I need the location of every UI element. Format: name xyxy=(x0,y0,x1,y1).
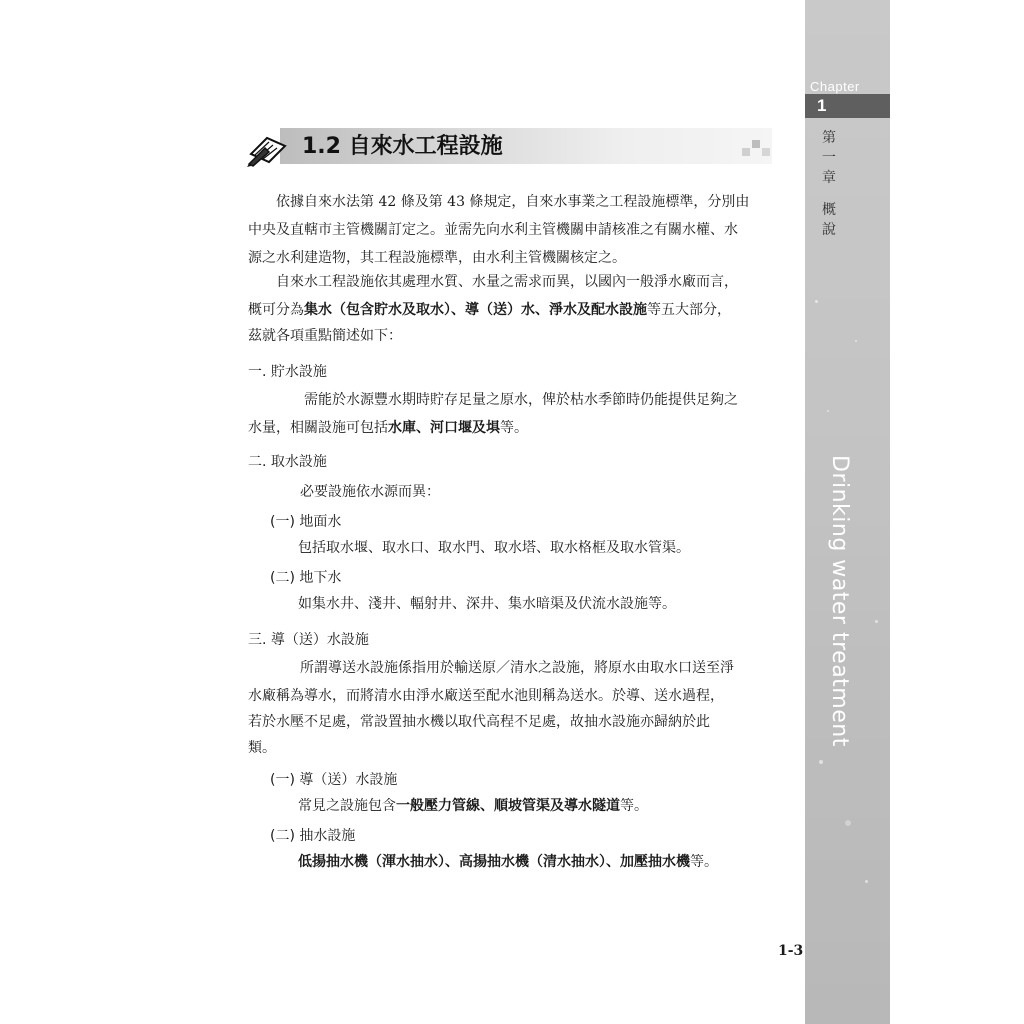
text-run: 等。 xyxy=(500,420,528,436)
sparkle-decoration xyxy=(875,620,878,623)
body-line: 類。 xyxy=(248,740,276,756)
sparkle-decoration xyxy=(815,300,818,303)
body-line: 若於水壓不足處，常設置抽水機以取代高程不足處，故抽水設施亦歸納於此 xyxy=(248,714,710,730)
bold-text-run: 水庫、河口堰及埧 xyxy=(388,420,500,436)
text-run: 等。 xyxy=(620,798,648,814)
body-line: 包括取水堰、取水口、取水門、取水塔、取水格框及取水管渠。 xyxy=(298,540,690,556)
subsection-heading: 二. 取水設施 xyxy=(248,454,327,470)
item-heading: (二) 地下水 xyxy=(270,570,342,586)
chapter-number-box xyxy=(805,94,890,118)
intro-line xyxy=(248,296,778,324)
body-line xyxy=(248,414,778,442)
body-line: 如集水井、淺井、輻射井、深井、集水暗渠及伏流水設施等。 xyxy=(298,596,676,612)
chapter-title-char: 說 xyxy=(822,222,836,238)
intro-line: 自來水工程設施依其處理水質、水量之需求而異，以國內一般淨水廠而言， xyxy=(276,274,738,290)
body-line: 必要設施依水源而異： xyxy=(300,484,440,500)
intro-line: 依據自來水法第 42 條及第 43 條規定，自來水事業之工程設施標準，分別由 xyxy=(276,194,750,210)
text-run: 等五大部分， xyxy=(647,302,731,318)
item-heading: (一) 導（送）水設施 xyxy=(270,772,398,788)
book-title-vertical: Drinking water treatment xyxy=(827,455,852,747)
subsection-heading: 一. 貯水設施 xyxy=(248,364,327,380)
item-heading: (二) 抽水設施 xyxy=(270,828,356,844)
body-line: 所謂導送水設施係指用於輸送原／清水之設施，將原水由取水口送至淨 xyxy=(300,660,734,676)
chapter-title-char: 一 xyxy=(822,150,836,166)
body-line xyxy=(298,848,828,876)
body-line: 水廠稱為導水，而將清水由淨水廠送至配水池則稱為送水。於導、送水過程， xyxy=(248,688,724,704)
intro-line: 茲就各項重點簡述如下： xyxy=(248,328,402,344)
intro-line: 源之水利建造物，其工程設施標準，由水利主管機關核定之。 xyxy=(248,250,626,266)
sparkle-decoration xyxy=(827,410,829,412)
text-run: 常見之設施包含 xyxy=(298,798,396,814)
bold-text-run: 低揚抽水機（渾水抽水）、高揚抽水機（清水抽水）、加壓抽水機 xyxy=(298,854,690,870)
text-run: 水量，相關設施可包括 xyxy=(248,420,388,436)
sparkle-decoration xyxy=(855,340,857,342)
chapter-title-char: 概 xyxy=(822,202,836,218)
intro-line: 中央及直轄市主管機關訂定之。並需先向水利主管機關申請核准之有關水權、水 xyxy=(248,222,738,238)
chapter-title xyxy=(819,128,839,240)
body-line: 需能於水源豐水期時貯存足量之原水，俾於枯水季節時仍能提供足夠之 xyxy=(304,392,738,408)
chapter-label: Chapter xyxy=(810,79,860,94)
sparkle-decoration xyxy=(845,820,851,826)
section-title: 1.2 自來水工程設施 xyxy=(302,134,503,159)
chapter-number: 1 xyxy=(817,96,827,115)
bold-text-run: 一般壓力管線、順坡管渠及導水隧道 xyxy=(396,798,620,814)
sparkle-decoration xyxy=(819,760,823,764)
item-heading: (一) 地面水 xyxy=(270,514,342,530)
subsection-heading: 三. 導（送）水設施 xyxy=(248,632,369,648)
text-run: 等。 xyxy=(690,854,718,870)
bold-text-run: 集水（包含貯水及取水）、導（送）水、淨水及配水設施 xyxy=(304,302,647,318)
sparkle-decoration xyxy=(865,880,868,883)
page-number: 1-3 xyxy=(778,943,804,959)
pencil-notepad-icon xyxy=(245,130,293,168)
chapter-title-char: 第 xyxy=(822,130,836,146)
chapter-title-char: 章 xyxy=(822,170,836,186)
decorative-square xyxy=(752,140,760,148)
decorative-square xyxy=(762,148,770,156)
text-run: 概可分為 xyxy=(248,302,304,318)
body-line xyxy=(298,792,828,820)
decorative-square xyxy=(742,148,750,156)
